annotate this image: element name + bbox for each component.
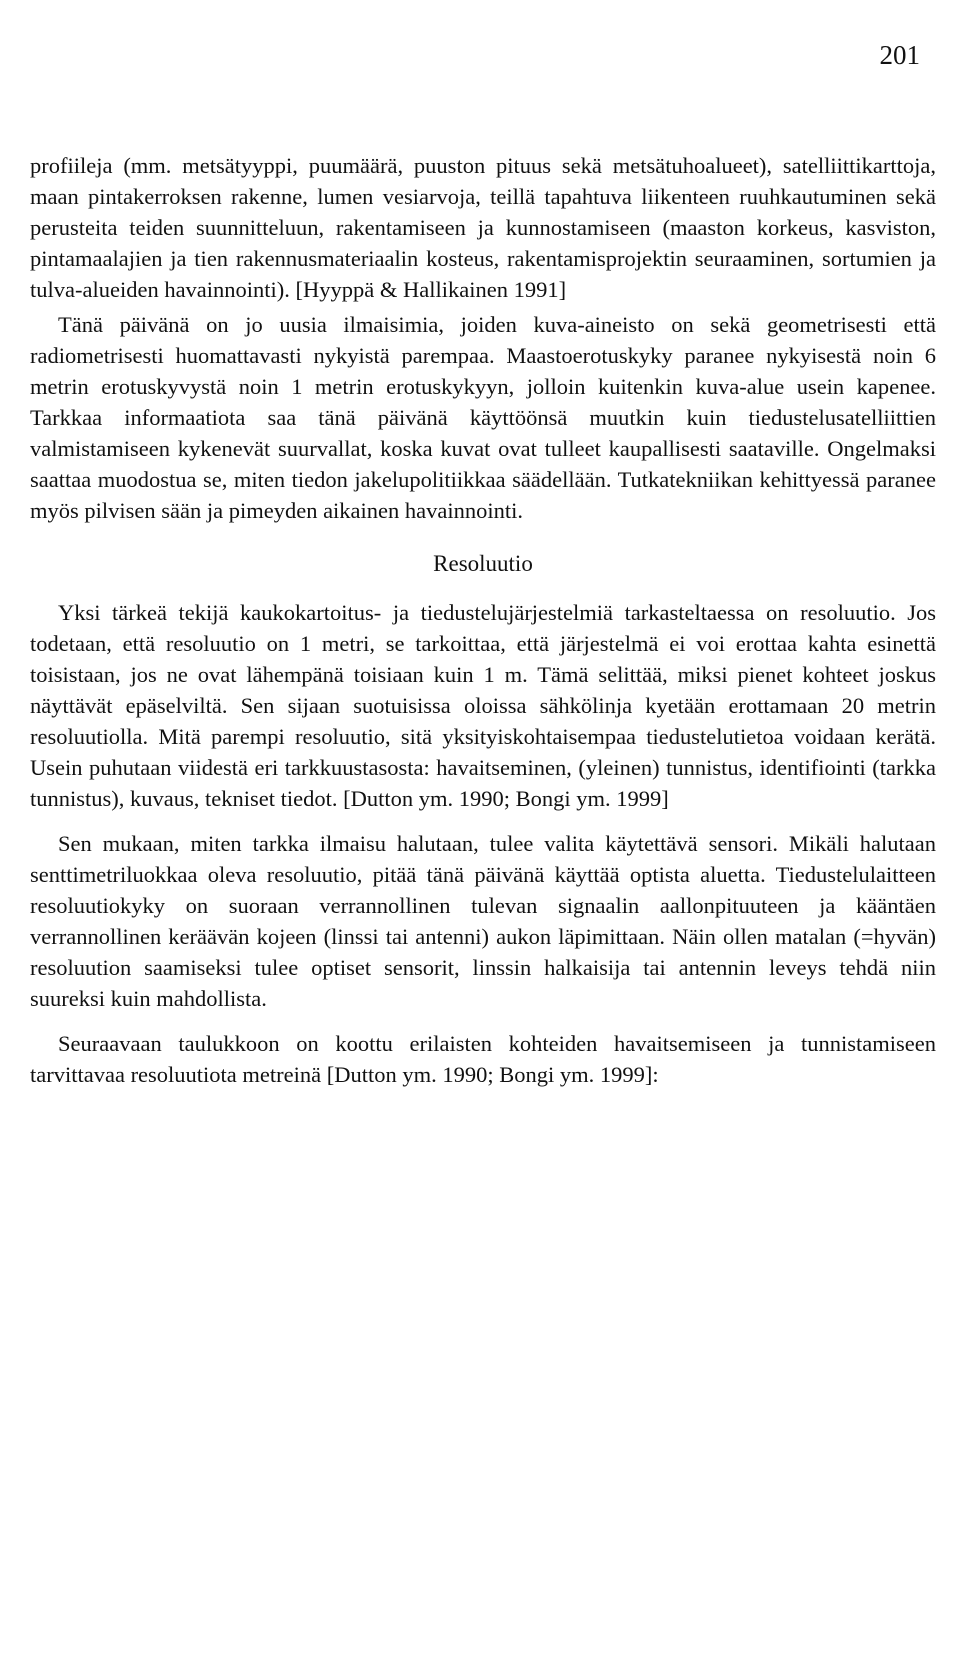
page-number: 201 — [879, 40, 920, 70]
paragraph-new-detectors: Tänä päivänä on jo uusia ilmaisimia, joiden kuva-aineisto on sekä geometrisesti että radiometrisesti huomattavasti nykyistä parempaa. Maastoerotuskyky paranee nykyisestä noin 6 metrin erotuskyvystä noin 1 metrin erotuskykyyn, jolloin kuitenkin kuva-alue usein kapenee. Tarkkaa informaatiota saa tänä päivänä käyttöönsä muutkin kuin tiedustelusatelliittien valmistamiseen kykenevät suurvallat, koska kuvat ovat tulleet kaupallisesti saataville. Ongelmaksi saattaa muodostua se, miten tiedon jakelupolitiikkaa säädellään. Tutkatekniikan kehittyessä paranee myös pilvisen sään ja pimeyden aikainen havainnointi. — [30, 312, 936, 523]
section-heading-resoluutio: Resoluutio — [433, 551, 533, 576]
page-body — [30, 150, 936, 1090]
paragraph-table-intro: Seuraavaan taulukkoon on koottu erilaisten kohteiden havaitsemiseen ja tunnistamiseen tarvittavaa resoluutiota metreinä [Dutton ym. 1990; Bongi ym. 1999]: — [30, 1031, 936, 1087]
paragraph-continuation: profiileja (mm. metsätyyppi, puumäärä, puuston pituus sekä metsätuhoalueet), satelliittikarttoja, maan pintakerroksen rakenne, lumen vesiarvoja, teillä tapahtuva liikenteen ruuhkautuminen sekä perusteita teiden suunnitteluun, rakentamiseen ja kunnostamiseen (maaston korkeus, kasviston, pintamaalajien ja tien rakennusmateriaalin kosteus, rakentamisprojektin seuraaminen, sortumien ja tulva-alueiden havainnointi). [Hyyppä & Hallikainen 1991] — [30, 153, 936, 302]
paragraph-sensor-choice: Sen mukaan, miten tarkka ilmaisu halutaan, tulee valita käytettävä sensori. Mikäli halutaan senttimetriluokkaa oleva resoluutio, pitää tänä päivänä käyttää optista aluetta. Tiedustelulaitteen resoluutiokyky on suoraan verrannollinen tulevan signaalin aallonpituuteen ja kääntäen verrannollinen keräävän kojeen (linssi tai antenni) aukon läpimittaan. Näin ollen matalan (=hyvän) resoluution saamiseksi tulee optiset sensorit, linssin halkaisija tai antennin leveys tehdä niin suureksi kuin mahdollista. — [30, 831, 936, 1011]
paragraph-resolution-definition: Yksi tärkeä tekijä kaukokartoitus- ja tiedustelujärjestelmiä tarkasteltaessa on resoluutio. Jos todetaan, että resoluutio on 1 metri, se tarkoittaa, että järjestelmä ei voi erottaa kahta esinettä toisistaan, jos ne ovat lähempänä toisiaan kuin 1 m. Tämä selittää, miksi pienet kohteet joskus näyttävät epäselviltä. Sen sijaan suotuisissa oloissa sähkölinja kyetään erottamaan 20 metrin resoluutiolla. Mitä parempi resoluutio, sitä yksityiskohtaisempaa tiedustelutietoa voidaan kerätä. Usein puhutaan viidestä eri tarkkuustasosta: havaitseminen, (yleinen) tunnistus, identifiointi (tarkka tunnistus), kuvaus, tekniset tiedot. [Dutton ym. 1990; Bongi ym. 1999] — [30, 600, 936, 811]
